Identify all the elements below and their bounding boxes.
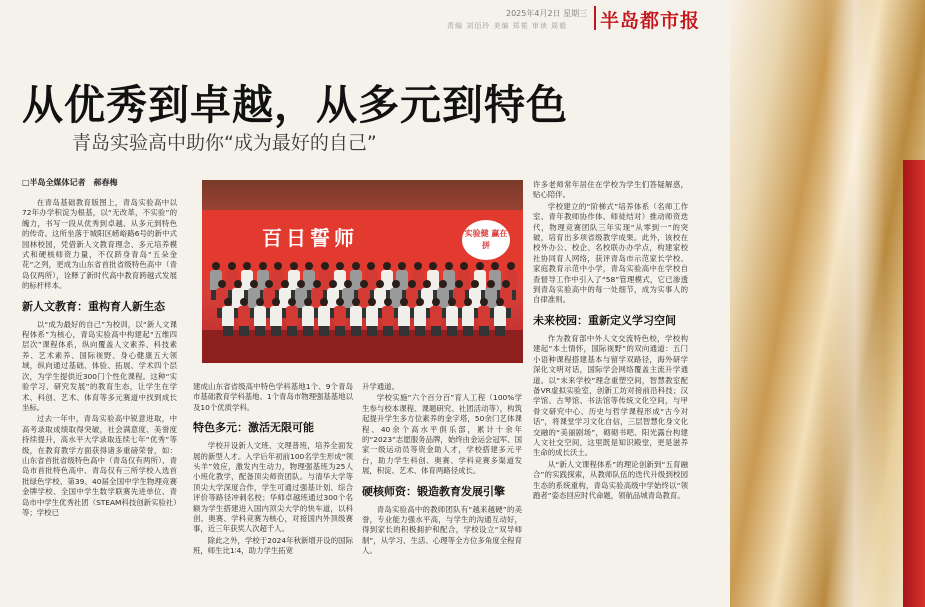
paragraph: 学校开设新人文班、文理普班，培养全面发展的新型人才。入学后年初前100名学生形成“领头羊”效应，激发内生动力，物理强基班为25人小班化教学，配备顶尖师资团队。与清华大学等顶尖大学深度合作，学生可通过强基计划、综合评价等路径冲刺名校；华师卓越班通过300个名额为学生搭建进入国内顶尖大学的快车道，以科创、奥赛、学科竞赛为核心，对接国内外顶级赛事，近三年获奖人次超千人。 [193, 441, 353, 534]
page-header [0, 0, 730, 40]
section-heading: 硬核师资：锻造教育发展引擎 [362, 484, 505, 498]
newspaper-logo: 半岛都市报 [600, 10, 701, 32]
editor-credits: 责编 刘佰玲 美编 郑冕 审读 周毅 [447, 22, 568, 30]
student-figure [238, 298, 250, 336]
headline: 从优秀到卓越，从多元到特色 [22, 81, 568, 129]
paragraph: 作为教育部中外人文交流特色校，学校构建起“本土情怀，国际视野”的双向通道：五门小语种课程搭建基本与留学双路径，海外研学深化文明对话，国际学会网络覆盖主流升学通道。以“未来学校”理念重塑空间，智慧教室配备VR虚拟实验室，创新工坊对接前沿科技；汉学馆、古琴馆、书法馆等传统文化空间，与甲骨文研究中心、历史与哲学课程形成“古今对话”，将课堂学习文化自信，三层智慧化身文化交融的“美丽剧场”，砌砌书吧、阳光露台构建人文社交空间，这里既是知识殿堂，更是滋养生命的成长沃土。 [533, 333, 688, 458]
student-figure [286, 298, 298, 336]
article-column-4 [533, 180, 688, 607]
header-divider [594, 6, 596, 30]
paragraph: 建成山东省省级高中特色学科基地1个、9个青岛市基础教育学科基地、1个青岛市物理强基基地以及10个优质学科。 [193, 382, 353, 412]
paragraph: 学校实施“六个百分百”育人工程（100%学生参与校本课程、课题研究、社团活动等），构筑起提升学生多方位素养的金字塔，50余门艺体课程、40余个高水平俱乐部，累计十余年的“2023”志愿服务品牌，始终由金运会冠军、国家一级运动员等资金助人才，学校搭建多元平台，助力学生科创、奥赛、学科竞赛多渠道发展，积淀、艺术、体育两路径成长。 [362, 393, 522, 476]
paragraph: 许多老师常年居住在学校为学生们答疑解惑，贴心陪伴。 [533, 180, 688, 200]
photo-badge: 实验健 赢在拼 [462, 220, 510, 260]
paragraph: 从“新人文课程体系”的理论创新到“五育融合”的实践探索，从教师队伍的迭代升级到校园生态的系统重构，青岛实验高级中学始终以“领跑者”姿态回应时代命题，领航品城青岛教育。 [533, 459, 688, 500]
decorative-ribbon [730, 0, 925, 607]
student-figure [334, 298, 346, 336]
section-heading: 特色多元：激活无限可能 [193, 421, 314, 435]
photo-stage-floor [202, 330, 523, 363]
article-column-2 [193, 382, 353, 607]
photo-banner-text: 百日誓师 [262, 226, 358, 250]
issue-date: 2025年4月2日 星期三 [506, 9, 588, 18]
student-figure [366, 298, 378, 336]
student-figure [430, 298, 442, 336]
section-heading: 未来校园：重新定义学习空间 [533, 313, 676, 327]
student-figure [302, 298, 314, 336]
subheadline: 青岛实验高中助你“成为最好的自己” [72, 132, 377, 154]
paragraph: 过去一年中，青岛实验高中锐意进取，中高考录取成绩取得突破，社会满意度、美誉度持续提升，高水平大学录取连续七年“优秀”等级，在教育教学方面获得诸多重磅荣誉，如：山东省首批省级特色高中（青岛仅有两所）、青岛市首批特色高中、青岛仅有三所学校入选首批绿色学校、第39、40届全国中学生物理竞赛金牌学校、全国中学生数学联赛先进单位、青岛市中学生优秀社团（STEAM科技创新实验社）等；学校已 [22, 414, 177, 517]
student-figure [494, 298, 506, 336]
student-figure [254, 298, 266, 336]
ribbon-red-edge [903, 160, 925, 607]
ribbon-highlight [825, 0, 885, 607]
student-figure [414, 298, 426, 336]
paragraph: 在青岛基础教育版图上，青岛实验高中以72年办学积淀为根基，以“无改革，不实验”的魄力，书写一段从优秀到卓越、从多元到特色的传奇。这所坐落于城阳区崂峪路6号的新中式园林校园，凭借新人文教育理念、多元培养模式和硬核师资力量，不仅跻身青岛“五朵金花”之列，更成为山东省首批省级特色高中（青岛仅两所），诠释了新时代高中教育跨越式发展的标杆样本。 [22, 198, 177, 291]
article-column-3 [362, 382, 522, 607]
student-figure [478, 298, 490, 336]
student-figure [270, 298, 282, 336]
article-column-1 [22, 198, 177, 607]
student-figure [398, 298, 410, 336]
student-figure [446, 298, 458, 336]
paragraph: 以“成为最好的自己”为校训，以“新人文课程体系”为核心，青岛实验高中构建起“五维四层次”课程体系，纵向覆盖人文素养、科技素养、艺术素养、国际视野、身心健康五大领域，纵向通过基础、体验、拓展、学术四个层次，为学生提供近300门个性化课程。这种“实验学习、研究发展”的教育生态，让学生在学术、科创、艺术、体育等多元赛道中找到成长坐标。 [22, 319, 177, 412]
paragraph: 青岛实验高中的教师团队有“越来越硬”的美誉，专业能力强水平高，与学生的沟通互动好，得到家长的积极拥护和配合，学校设立“双导师制”，从学习、生活、心理等全方位多角度全程育人。 [362, 504, 522, 556]
byline: □半岛全媒体记者 郝春梅 [22, 178, 118, 187]
student-figure [382, 298, 394, 336]
student-figure [222, 298, 234, 336]
student-figure [318, 298, 330, 336]
student-figure [462, 298, 474, 336]
student-figure [350, 298, 362, 336]
section-heading: 新人文教育：重构育人新生态 [22, 299, 165, 313]
paragraph: 学校建立的“阶梯式”培养体系（名师工作室、青年教师协作体、师徒结对）推动师资迭代，物理竞赛团队三年实现“从零到一”的突破，培育出多项省级教学成果。此外，该校在校外办公、校企、名校联办办学点，构建家校社协同育人网络，获评青岛市示范家长学校、家庭教育示范中小学，青岛实验高中在学校自查督导工作中引入了“58”管理模式，它已渗透到青岛实验高中的每一处细节，成为实事人的自律准则。 [533, 201, 688, 305]
article-photo [202, 180, 523, 363]
paragraph: 升学通道。 [362, 382, 399, 391]
paragraph: 除此之外，学校于2024年秋新增开设的国际班，师生比1∶4，助力学生拓宽 [193, 535, 353, 556]
